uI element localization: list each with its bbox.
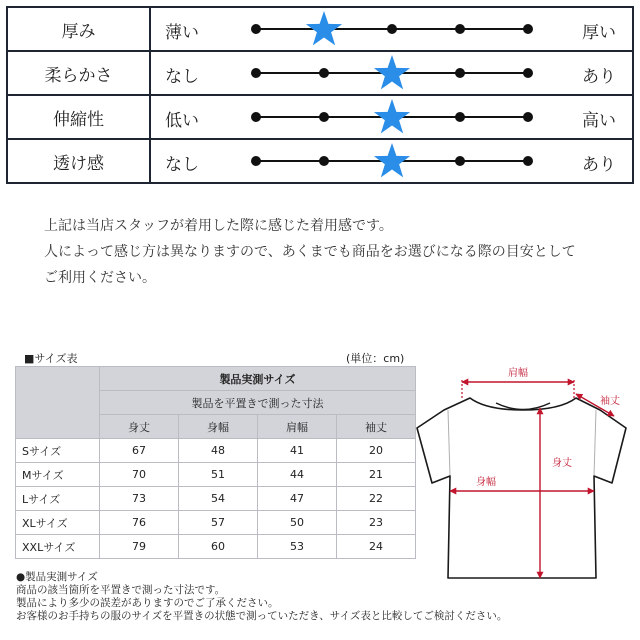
scale-dot (523, 112, 533, 122)
scale-dot (387, 24, 397, 34)
scale-dot (523, 68, 533, 78)
footnote-line-1: 商品の該当箇所を平置きで測った寸法です。 (16, 584, 226, 596)
size-table-corner (16, 367, 100, 439)
size-group-title: 製品実測サイズ (100, 367, 416, 391)
size-value: 50 (258, 511, 337, 535)
table-row (16, 487, 416, 511)
footnote-line-2: 製品により多少の誤差がありますのでご了承ください。 (16, 597, 279, 609)
table-row (16, 535, 416, 559)
size-value: 76 (100, 511, 179, 535)
feel-attribute-name: 伸縮性 (7, 95, 150, 139)
size-table (15, 366, 416, 559)
feel-attribute-name: 透け感 (7, 139, 150, 183)
unit-label: (単位：cm) (346, 352, 405, 365)
size-value: 54 (179, 487, 258, 511)
size-label: Mサイズ (16, 463, 100, 487)
table-row (16, 439, 416, 463)
size-value: 22 (337, 487, 416, 511)
scale-dot (251, 24, 261, 34)
scale-dot (455, 24, 465, 34)
size-value: 79 (100, 535, 179, 559)
scale-dot (523, 24, 533, 34)
scale-dot (455, 68, 465, 78)
note-line-1: 上記は当店スタッフが着用した際に感じた着用感です。 (44, 218, 393, 234)
scale-dot (319, 156, 329, 166)
footnote-title: ●製品実測サイズ (16, 571, 98, 583)
scale-high-label: 高い (582, 111, 616, 131)
rating-scale-graphic (151, 140, 636, 182)
scale-low-label: 薄い (165, 23, 199, 43)
column-header-length: 身丈 (100, 415, 179, 439)
size-value: 24 (337, 535, 416, 559)
rating-scale-graphic (151, 8, 636, 50)
size-label: Lサイズ (16, 487, 100, 511)
scale-dot (319, 112, 329, 122)
diagram-shoulder-label: 肩幅 (508, 368, 528, 379)
table-row (16, 463, 416, 487)
table-row (16, 511, 416, 535)
size-label: XLサイズ (16, 511, 100, 535)
column-header-width: 身幅 (179, 415, 258, 439)
size-table-heading: ■サイズ表 (24, 352, 78, 365)
size-value: 60 (179, 535, 258, 559)
size-value: 53 (258, 535, 337, 559)
scale-dot (251, 112, 261, 122)
feel-attribute-name: 柔らかさ (7, 51, 150, 95)
size-label: Sサイズ (16, 439, 100, 463)
scale-dot (455, 156, 465, 166)
scale-high-label: 厚い (582, 23, 616, 43)
diagram-length-label: 身丈 (552, 458, 572, 469)
size-value: 23 (337, 511, 416, 535)
note-line-2: 人によって感じ方は異なりますので、あくまでも商品をお選びになる際の目安として (44, 244, 576, 260)
column-header-sleeve: 袖丈 (337, 415, 416, 439)
feel-row (7, 139, 633, 183)
size-value: 47 (258, 487, 337, 511)
feel-row (7, 51, 633, 95)
diagram-width-label: 身幅 (476, 477, 496, 488)
diagram-sleeve-label: 袖丈 (600, 396, 620, 407)
size-value: 48 (179, 439, 258, 463)
feel-scale (150, 51, 633, 95)
scale-dot (523, 156, 533, 166)
size-value: 21 (337, 463, 416, 487)
feel-table (6, 6, 634, 184)
feel-scale (150, 95, 633, 139)
scale-high-label: あり (582, 155, 616, 175)
scale-dot (251, 68, 261, 78)
column-header-shoulder: 肩幅 (258, 415, 337, 439)
size-value: 73 (100, 487, 179, 511)
feel-scale (150, 139, 633, 183)
feel-attribute-name: 厚み (7, 7, 150, 51)
scale-low-label: 低い (165, 111, 199, 131)
feel-scale (150, 7, 633, 51)
scale-high-label: あり (582, 67, 616, 87)
size-value: 44 (258, 463, 337, 487)
usage-notes (44, 213, 624, 291)
tshirt-measurement-diagram (412, 358, 634, 588)
note-line-3: ご利用ください。 (44, 270, 156, 286)
size-value: 67 (100, 439, 179, 463)
size-value: 57 (179, 511, 258, 535)
scale-dot (251, 156, 261, 166)
size-group-subtitle: 製品を平置きで測った寸法 (100, 391, 416, 415)
rating-scale-graphic (151, 52, 636, 94)
scale-low-label: なし (165, 155, 199, 175)
rating-scale-graphic (151, 96, 636, 138)
size-value: 51 (179, 463, 258, 487)
size-label: XXLサイズ (16, 535, 100, 559)
footnote-line-3: お客様のお手持ちの服のサイズを平置きの状態で測っていただき、サイズ表と比較してご検討ください。 (16, 610, 508, 622)
size-value: 20 (337, 439, 416, 463)
size-value: 70 (100, 463, 179, 487)
scale-dot (455, 112, 465, 122)
scale-low-label: なし (165, 67, 199, 87)
size-value: 41 (258, 439, 337, 463)
feel-row (7, 95, 633, 139)
scale-dot (319, 68, 329, 78)
feel-row (7, 7, 633, 51)
